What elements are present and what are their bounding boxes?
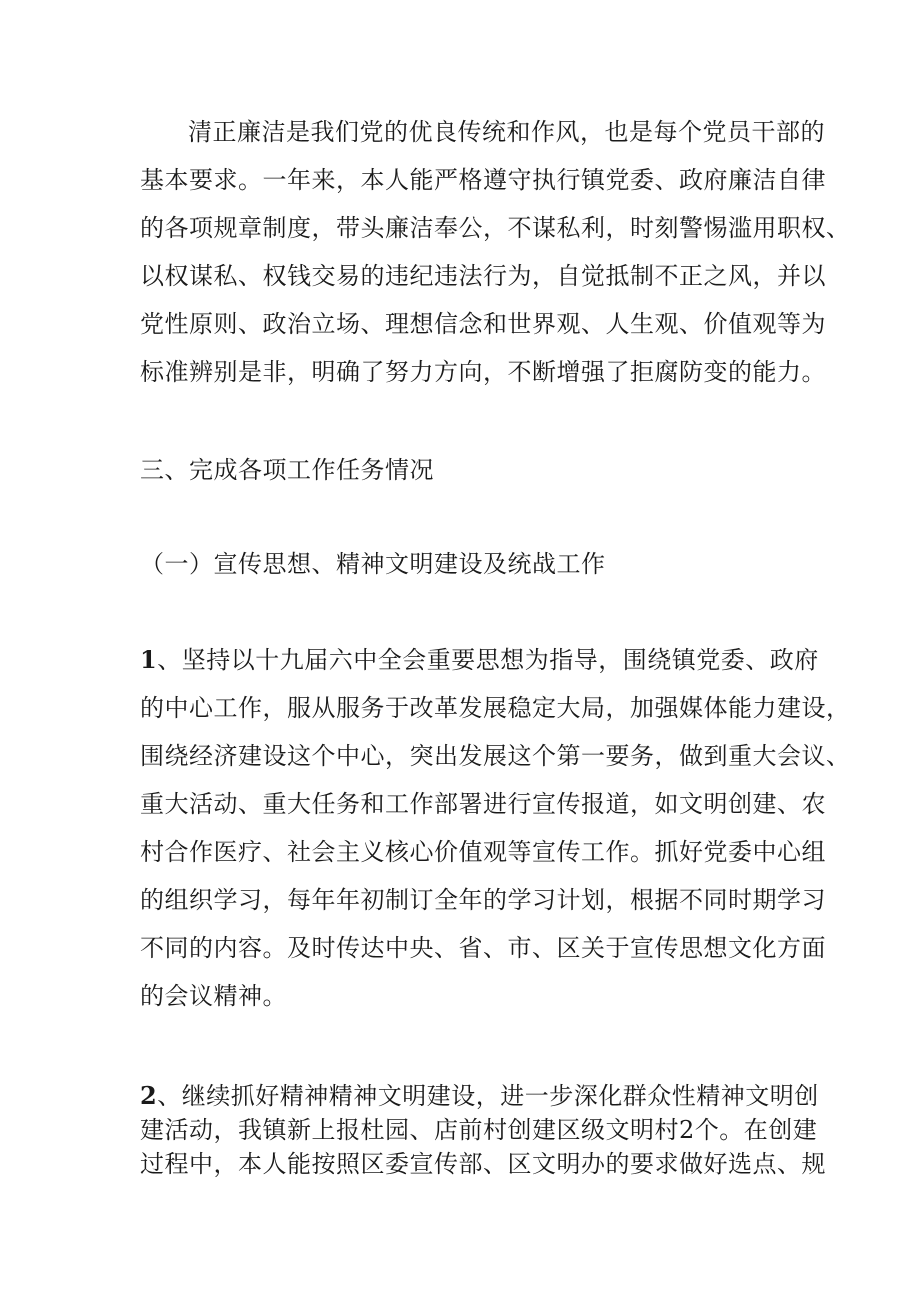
item2-text-1: 、继续抓好精神精神文明建设，进一步深化群众性精神文明创: [157, 1082, 819, 1110]
item1-line-1: [140, 645, 819, 675]
item1-line-6: 的组织学习，每年年初制订全年的学习计划，根据不同时期学习: [140, 886, 826, 914]
item2-line-1: [140, 1081, 819, 1111]
item1-line-2: 的中心工作，服从服务于改革发展稳定大局，加强媒体能力建设，: [140, 694, 851, 722]
item1-line-7: 不同的内容。及时传达中央、省、市、区关于宣传思想文化方面: [140, 934, 826, 962]
item1-line-4: 重大活动、重大任务和工作部署进行宣传报道，如文明创建、农: [140, 790, 826, 818]
section-heading: 三、完成各项工作任务情况: [140, 456, 434, 484]
para1-line-4: 以权谋私、权钱交易的违纪违法行为，自觉抵制不正之风，并以: [140, 262, 826, 290]
item2-line-3: 过程中，本人能按照区委宣传部、区文明办的要求做好选点、规: [140, 1150, 826, 1178]
item1-text-1: 、坚持以十九届六中全会重要思想为指导，围绕镇党委、政府: [157, 646, 819, 674]
item2-number: 2: [140, 1081, 158, 1110]
item1-line-5: 村合作医疗、社会主义核心价值观等宣传工作。抓好党委中心组: [140, 838, 826, 866]
para1-line-2: 基本要求。一年来，本人能严格遵守执行镇党委、政府廉洁自律: [140, 166, 826, 194]
sub-heading: （一）宣传思想、精神文明建设及统战工作: [140, 550, 606, 578]
para1-line-1: 清正廉洁是我们党的优良传统和作风，也是每个党员干部的: [188, 118, 825, 146]
para1-line-6: 标准辨别是非，明确了努力方向，不断增强了拒腐防变的能力。: [140, 358, 826, 386]
item1-number: 1: [140, 645, 158, 674]
para1-line-3: 的各项规章制度，带头廉洁奉公，不谋私利，时刻警惕滥用职权、: [140, 214, 851, 242]
item1-line-3: 围绕经济建设这个中心，突出发展这个第一要务，做到重大会议、: [140, 742, 851, 770]
item2-line-2: 建活动，我镇新上报杜园、店前村创建区级文明村2个。在创建: [140, 1116, 818, 1144]
para1-line-5: 党性原则、政治立场、理想信念和世界观、人生观、价值观等为: [140, 310, 826, 338]
item1-line-8: 的会议精神。: [140, 982, 287, 1010]
